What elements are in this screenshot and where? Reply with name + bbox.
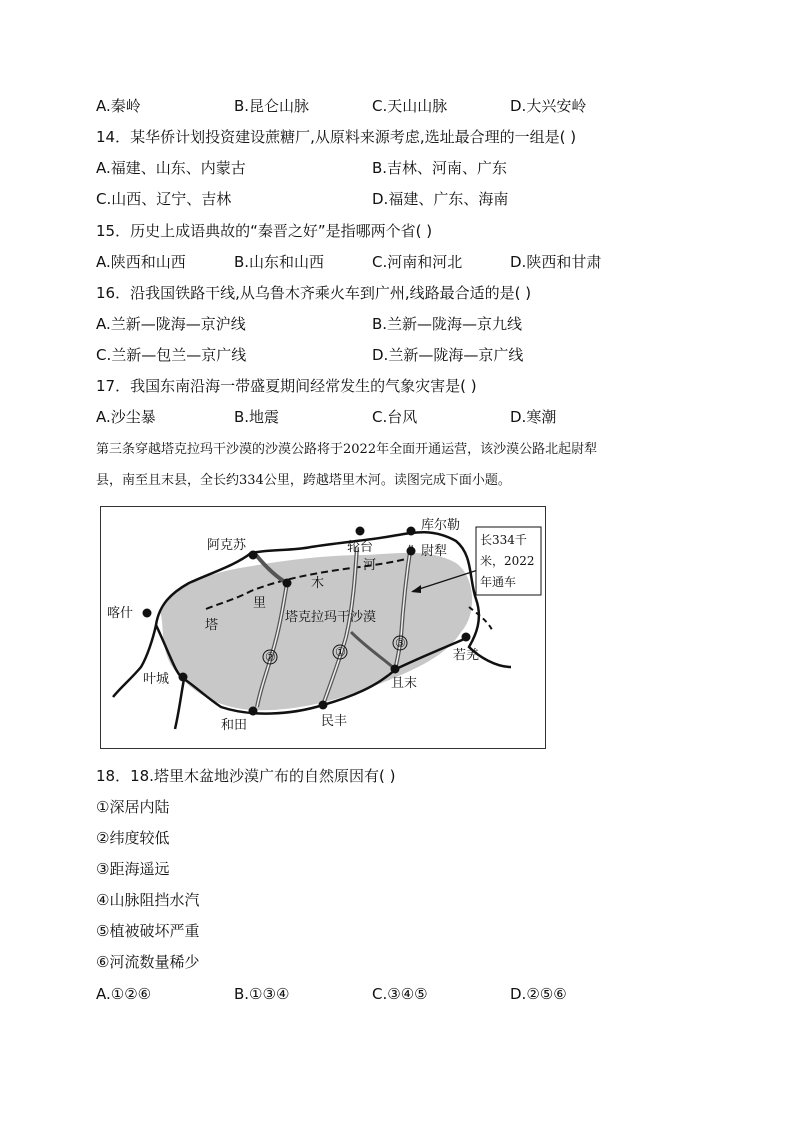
callout-line-1: 长334千 — [480, 533, 527, 547]
road-label-2: ② — [265, 650, 276, 664]
q18-stem: 18．18.塔里木盆地沙漠广布的自然原因有( ) — [96, 767, 396, 785]
q17-stem: 17．我国东南沿海一带盛夏期间经常发生的气象灾害是( ) — [96, 377, 477, 395]
city-dot-qiemo — [391, 665, 400, 674]
q13-option-c: C.天山山脉 — [372, 97, 448, 115]
label-akesu: 阿克苏 — [207, 538, 247, 553]
q18-option-a: A.①②⑥ — [96, 985, 152, 1003]
q14-option-b: B.吉林、河南、广东 — [372, 159, 508, 177]
q14-option-c: C.山西、辽宁、吉林 — [96, 190, 232, 208]
road-label-3: ③ — [395, 636, 406, 650]
callout-line-2: 米，2022 — [480, 554, 535, 568]
desert-label: 塔克拉玛干沙漠 — [285, 610, 377, 625]
q17-option-a: A.沙尘暴 — [96, 408, 156, 426]
city-dot-minfeng — [319, 701, 328, 710]
q16-stem: 16．沿我国铁路干线,从乌鲁木齐乘火车到广州,线路最合适的是( ) — [96, 284, 532, 302]
label-yuli: 尉犁 — [421, 544, 448, 559]
q15-option-d: D.陕西和甘肃 — [510, 253, 602, 271]
city-dot-aral — [283, 579, 292, 588]
road-label-1: ① — [335, 645, 346, 659]
reading-passage — [96, 434, 706, 496]
river-label-ta: 塔 — [205, 618, 219, 633]
q16-option-d: D.兰新—陇海—京广线 — [372, 346, 524, 364]
river-label-li: 里 — [253, 596, 267, 611]
q15-option-b: B.山东和山西 — [234, 253, 325, 271]
label-luntai: 轮台 — [347, 540, 374, 555]
label-yecheng: 叶城 — [143, 672, 170, 687]
passage-line-2: 县，南至且末县，全长约334公里，跨越塔里木河。读图完成下面小题。 — [96, 473, 511, 488]
city-dot-luntai — [356, 527, 365, 536]
q18-item-6: ⑥河流数量稀少 — [96, 953, 200, 971]
map-svg — [101, 507, 547, 750]
label-kashi: 喀什 — [107, 606, 134, 621]
label-hetian: 和田 — [221, 718, 248, 733]
tarim-basin-map — [100, 506, 546, 749]
city-dot-kuerle — [407, 527, 416, 536]
q14-stem: 14．某华侨计划投资建设蔗糖厂,从原料来源考虑,选址最合理的一组是( ) — [96, 128, 577, 146]
city-dot-yuli — [407, 547, 416, 556]
label-kuerle: 库尔勒 — [421, 518, 461, 533]
q18-option-b: B.①③④ — [234, 985, 290, 1003]
label-ruoqiang: 若羌 — [453, 648, 480, 663]
q15-stem: 15．历史上成语典故的“秦晋之好”是指哪两个省( ) — [96, 222, 433, 240]
q13-option-d: D.大兴安岭 — [510, 97, 587, 115]
q16-option-a: A.兰新—陇海—京沪线 — [96, 315, 246, 333]
q18-item-3: ③距海遥远 — [96, 860, 170, 878]
q17-option-b: B.地震 — [234, 408, 280, 426]
q16-option-c: C.兰新—包兰—京广线 — [96, 346, 247, 364]
q14-option-a: A.福建、山东、内蒙古 — [96, 159, 246, 177]
q18-item-4: ④山脉阻挡水汽 — [96, 891, 200, 909]
q15-option-a: A.陕西和山西 — [96, 253, 186, 271]
q17-option-c: C.台风 — [372, 408, 418, 426]
city-dot-hetian — [249, 707, 258, 716]
q18-option-d: D.②⑤⑥ — [510, 985, 567, 1003]
city-dot-ruoqiang — [462, 633, 471, 642]
east-dashed-border — [469, 607, 493, 632]
label-minfeng: 民丰 — [321, 714, 348, 729]
q17-option-d: D.寒潮 — [510, 408, 557, 426]
city-dot-akesu — [249, 551, 258, 560]
callout-line-3: 年通车 — [480, 575, 517, 589]
q15-option-c: C.河南和河北 — [372, 253, 463, 271]
q18-item-2: ②纬度较低 — [96, 829, 170, 847]
q18-option-c: C.③④⑤ — [372, 985, 428, 1003]
q13-option-a: A.秦岭 — [96, 97, 141, 115]
q16-option-b: B.兰新—陇海—京九线 — [372, 315, 523, 333]
city-dot-yecheng — [179, 673, 188, 682]
river-label-mu: 木 — [311, 576, 325, 591]
passage-line-1: 第三条穿越塔克拉玛干沙漠的沙漠公路将于2022年全面开通运营，该沙漠公路北起尉犁 — [96, 442, 598, 457]
q13-option-b: B.昆仑山脉 — [234, 97, 310, 115]
city-dot-kashi — [143, 609, 152, 618]
southwest-road — [175, 679, 184, 729]
q18-item-5: ⑤植被破坏严重 — [96, 922, 200, 940]
q18-item-1: ①深居内陆 — [96, 798, 170, 816]
q14-option-d: D.福建、广东、海南 — [372, 190, 509, 208]
label-qiemo: 且末 — [391, 676, 418, 691]
river-label-he: 河 — [363, 558, 377, 573]
